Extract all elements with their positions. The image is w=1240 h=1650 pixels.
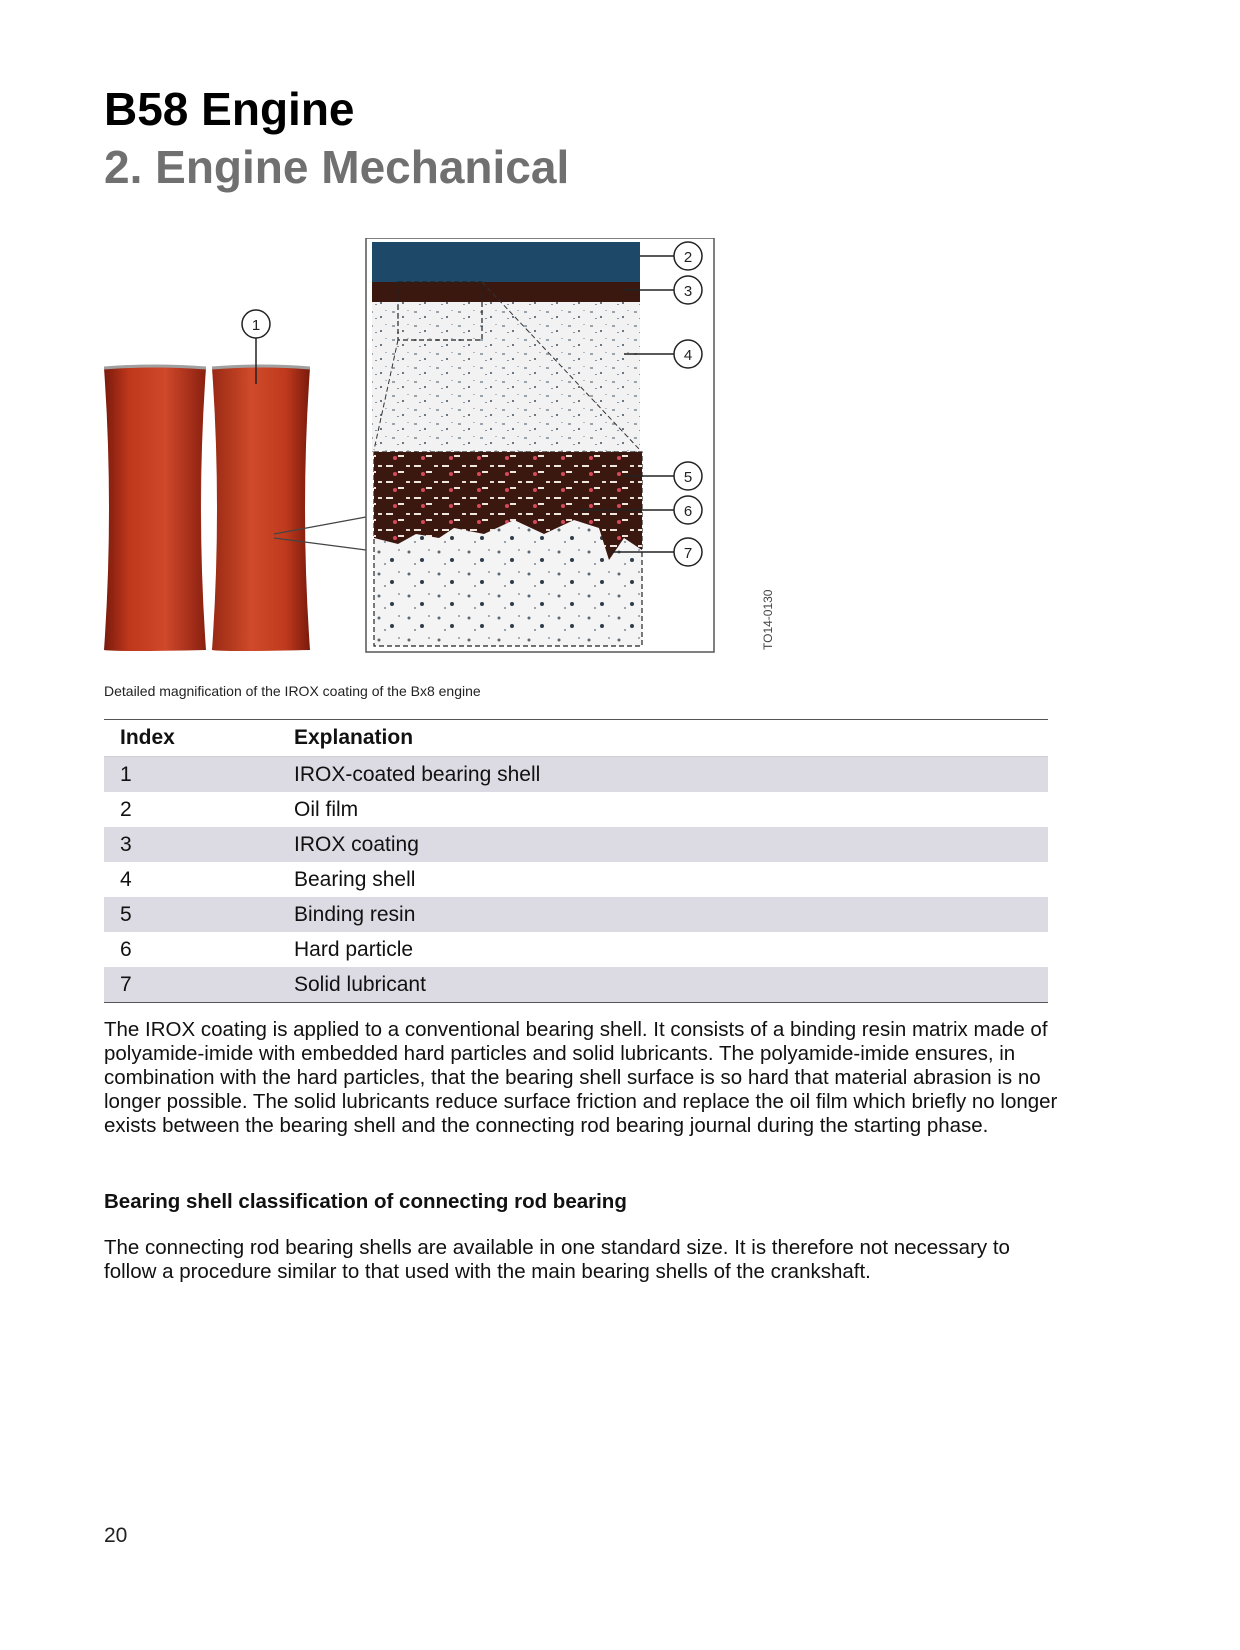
document-title: B58 Engine [104, 83, 355, 135]
table-header-row [104, 720, 1048, 757]
table-row [104, 792, 1048, 827]
callout-2-label: 2 [683, 249, 693, 266]
callout-5-label: 5 [683, 469, 693, 486]
index-cell: 2 [120, 797, 132, 821]
figure-caption: Detailed magnification of the IROX coating of the Bx8 engine [104, 683, 481, 699]
table-row [104, 932, 1048, 967]
explanation-cell: Binding resin [294, 902, 416, 926]
index-table [104, 719, 1048, 1003]
table-row [104, 827, 1048, 862]
explanation-cell: Oil film [294, 797, 359, 821]
index-cell: 3 [120, 832, 132, 856]
callout-6-label: 6 [683, 503, 693, 520]
explanation-cell: Solid lubricant [294, 972, 426, 996]
callout-1-label: 1 [251, 317, 261, 334]
explanation-cell: IROX-coated bearing shell [294, 762, 541, 786]
column-header-index: Index [120, 726, 175, 749]
callout-4-label: 4 [683, 347, 693, 364]
body-paragraph-irox: The IROX coating is applied to a conventional bearing shell. It consists of a binding resin matrix made of polyamide-imide with embedded hard particles and solid lubricants. The polyamide-imide ensures, in combination with the hard particles, that the bearing shell surface is so hard that material abrasion is no longer possible. The solid lubricants reduce surface friction and replace the oil film which briefly no longer exists between the bearing shell and the connecting rod bearing journal during the starting phase. [104, 1018, 1058, 1137]
body-paragraph-classification: The connecting rod bearing shells are available in one standard size. It is therefore not necessary to follow a procedure similar to that used with the main bearing shells of the crankshaft. [104, 1236, 1010, 1283]
explanation-cell: Hard particle [294, 937, 414, 961]
explanation-cell: IROX coating [294, 832, 419, 856]
table-row [104, 897, 1048, 932]
index-cell: 4 [120, 867, 132, 891]
callout-3-label: 3 [683, 283, 693, 300]
index-cell: 7 [120, 972, 132, 996]
irox-coating-figure [104, 238, 864, 678]
image-code: TO14-0130 [761, 589, 775, 650]
page-number: 20 [104, 1524, 128, 1547]
index-cell: 1 [120, 762, 132, 786]
explanation-cell: Bearing shell [294, 867, 416, 891]
table-row [104, 757, 1048, 792]
index-cell: 6 [120, 937, 132, 961]
table-row [104, 967, 1048, 1002]
column-header-explanation: Explanation [294, 726, 414, 749]
section-heading: Bearing shell classification of connecting rod bearing [104, 1190, 627, 1213]
table-row [104, 862, 1048, 897]
index-cell: 5 [120, 902, 132, 926]
irox-illustration [104, 238, 864, 678]
callout-7-label: 7 [683, 545, 693, 562]
section-title: 2. Engine Mechanical [104, 141, 570, 193]
